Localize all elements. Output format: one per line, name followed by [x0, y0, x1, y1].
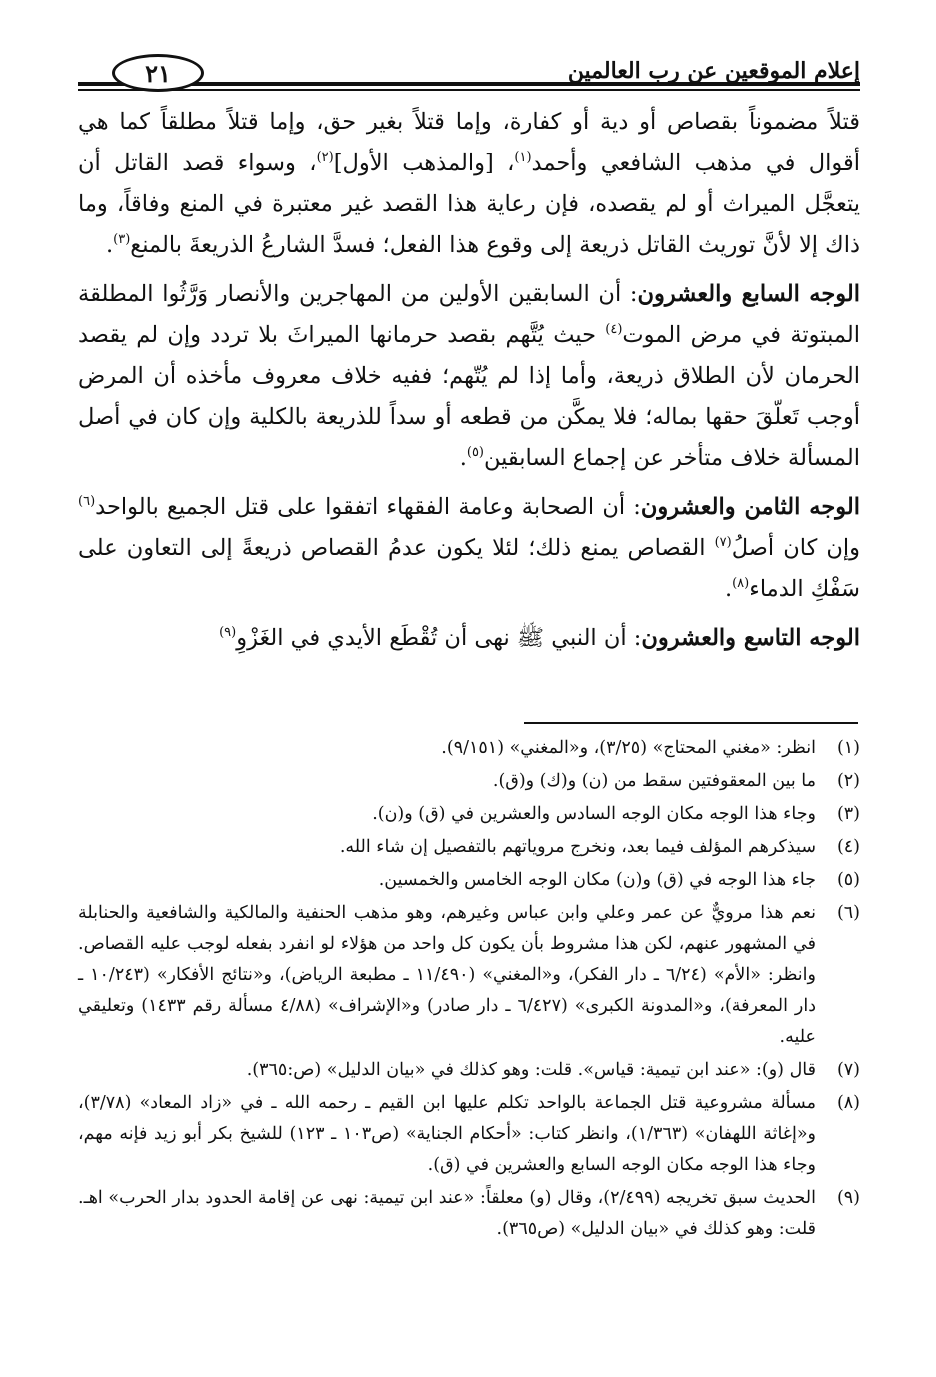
footnote-number: (٤) — [836, 837, 860, 857]
footnote — [78, 733, 860, 764]
footnote-ref: (٨) — [732, 576, 750, 591]
footnotes — [78, 733, 860, 1245]
footnote-text: انظر: «مغني المحتاج» (٣/٢٥)، و«المغني» (٩/١٥١). — [441, 738, 816, 758]
paragraph-1 — [78, 102, 860, 266]
footnote-number: (٩) — [836, 1188, 860, 1208]
footnote-ref: (٣) — [113, 232, 131, 247]
footnote-ref: (٥) — [466, 445, 484, 460]
paragraph-4 — [78, 618, 860, 659]
page-header — [78, 52, 860, 98]
text-run: ، وسواء قصد القاتل أن يتعجَّل الميراث أو لم يقصده، فإن رعاية هذا القصد غير معتبرة في المنع وفاقاً، وما ذاك إلا لأنَّ توريث القاتل ذريعة إلى وقوع هذا الفعل؛ فسدَّ الشارعُ الذريعةَ بالمنع — [78, 150, 860, 258]
footnote-text: نعم هذا مرويٌّ عن عمر وعلي وابن عباس وغيرهم، وهو مذهب الحنفية والمالكية والشافعية والحنابلة في المشهور عنهم، لكن هذا مشروط بأن يكون كل واحد من هؤلاء لو انفرد بفعله لوجب عليه القصاص. وانظر: «الأم» (٦/٢٤ ـ دار الفكر)، و«المغني» (١١/٤٩٠ ـ مطبعة الرياض)، و«نتائج الأفكار» (١٠/٢٤٣ ـ دار المعرفة)، و«المدونة الكبرى» (٦/٤٢٧ ـ دار صادر) و«الإشراف» (٤/٨٨ مسألة رقم ١٤٣٣) وتعليقي عليه. — [78, 903, 817, 1047]
text-run: : أن الصحابة وعامة الفقهاء اتفقوا على قتل الجميع بالواحد — [95, 494, 641, 520]
footnote — [78, 865, 860, 896]
text-run: قتلاً مضموناً بقصاص أو دية أو كفارة، وإما قتلاً بغير حق، وإما قتلاً مطلقاً كما هي أقوال في مذهب الشافعي وأحمد — [78, 109, 860, 176]
footnote-number: (٢) — [836, 771, 860, 791]
footnote-text: مسألة مشروعية قتل الجماعة بالواحد تكلم عليها ابن القيم ـ رحمه الله ـ في «زاد المعاد» (٣/٧٨)، و«إغاثة اللهفان» (١/٣٦٣)، وانظر كتاب: «أحكام الجناية» (ص١٠٣ ـ ١٢٣) للشيخ بكر أبو زيد فإنه مهم، وجاء هذا الوجه مكان الوجه السابع والعشرين في (ق). — [78, 1093, 816, 1175]
text-run: . — [724, 576, 733, 602]
main-text — [78, 102, 860, 659]
section-heading: الوجه السابع والعشرون — [637, 281, 860, 307]
footnote-text: قال (و): «عند ابن تيمية: قياس». قلت: وهو كذلك في «بيان الدليل» (ص:٣٦٥). — [246, 1060, 816, 1080]
footnote-ref: (٤) — [605, 322, 623, 337]
page-number: ٢١ — [112, 54, 204, 92]
footnote — [78, 898, 860, 1053]
text-run: . — [105, 232, 114, 258]
text-run: ، [والمذهب الأول] — [333, 150, 515, 176]
footnote-text: ما بين المعقوفتين سقط من (ن) و(ك) و(ق). — [492, 771, 816, 791]
paragraph-2 — [78, 274, 860, 479]
section-heading: الوجه الثامن والعشرون — [640, 494, 860, 520]
footnote — [78, 799, 860, 830]
text-run: : أن النبي ﷺ نهى أن تُقْطَع الأيدي في الغَزْوِ — [236, 625, 642, 651]
footnote-ref: (٢) — [316, 150, 334, 165]
paragraph-3 — [78, 487, 860, 610]
footnote-ref: (٩) — [219, 625, 237, 640]
footnote-number: (٥) — [836, 870, 860, 890]
footnote-ref: (٧) — [714, 535, 732, 550]
footnote-text: سيذكرهم المؤلف فيما بعد، ونخرج مروياتهم بالتفصيل إن شاء الله. — [339, 837, 816, 857]
footnote — [78, 1055, 860, 1086]
footnote-text: وجاء هذا الوجه مكان الوجه السادس والعشرين في (ق) و(ن). — [372, 804, 816, 824]
footnote-number: (١) — [836, 738, 860, 758]
footnote-number: (٧) — [836, 1060, 860, 1080]
running-title: إعلام الموقعين عن رب العالمين — [567, 58, 860, 84]
footnote-text: الحديث سبق تخريجه (٢/٤٩٩)، وقال (و) معلقاً: «عند ابن تيمية: نهى عن إقامة الحدود بدار الحرب» اهـ. قلت: وهو كذلك في «بيان الدليل» (ص٣٦٥). — [78, 1188, 816, 1239]
footnote-number: (٨) — [836, 1093, 860, 1113]
footnote-text: جاء هذا الوجه في (ق) و(ن) مكان الوجه الخامس والخمسين. — [378, 870, 816, 890]
text-run: . — [459, 445, 467, 471]
footnote — [78, 1183, 860, 1245]
text-run: القصاص يمنع ذلك؛ لئلا يكون عدمُ القصاص ذريعةً إلى التعاون على سَفْكِ الدماء — [78, 535, 860, 602]
footnote-number: (٣) — [836, 804, 860, 824]
text-run: : أن السابقين الأولين من المهاجرين والأنصار وَرَّثُوا المطلقة المبتوتة في مرض الموت — [78, 281, 860, 348]
footnote — [78, 766, 860, 797]
footnote — [78, 832, 860, 863]
text-run: حيث يُتَّهم بقصد حرمانها الميراثَ بلا تردد وإن لم يقصد الحرمان لأن الطلاق ذريعة، وأما إذا لم يُتّهم؛ ففيه خلاف معروف مأخذه أن المرض أوجب تَعلّقَ حقها بماله؛ فلا يمكَّن من قطعه أو سداً للذريعة بالكلية وإن كان في أصل المسألة خلاف متأخر عن إجماع السابقين — [78, 322, 860, 471]
footnote-number: (٦) — [836, 903, 860, 923]
footnote — [78, 1088, 860, 1181]
footnote-separator — [524, 722, 858, 724]
footnote-ref: (١) — [514, 150, 532, 165]
header-rule-thin — [78, 89, 860, 91]
footnote-ref: (٦) — [78, 494, 96, 509]
section-heading: الوجه التاسع والعشرون — [641, 625, 860, 651]
text-run: وإن كان أصلُ — [731, 535, 860, 561]
